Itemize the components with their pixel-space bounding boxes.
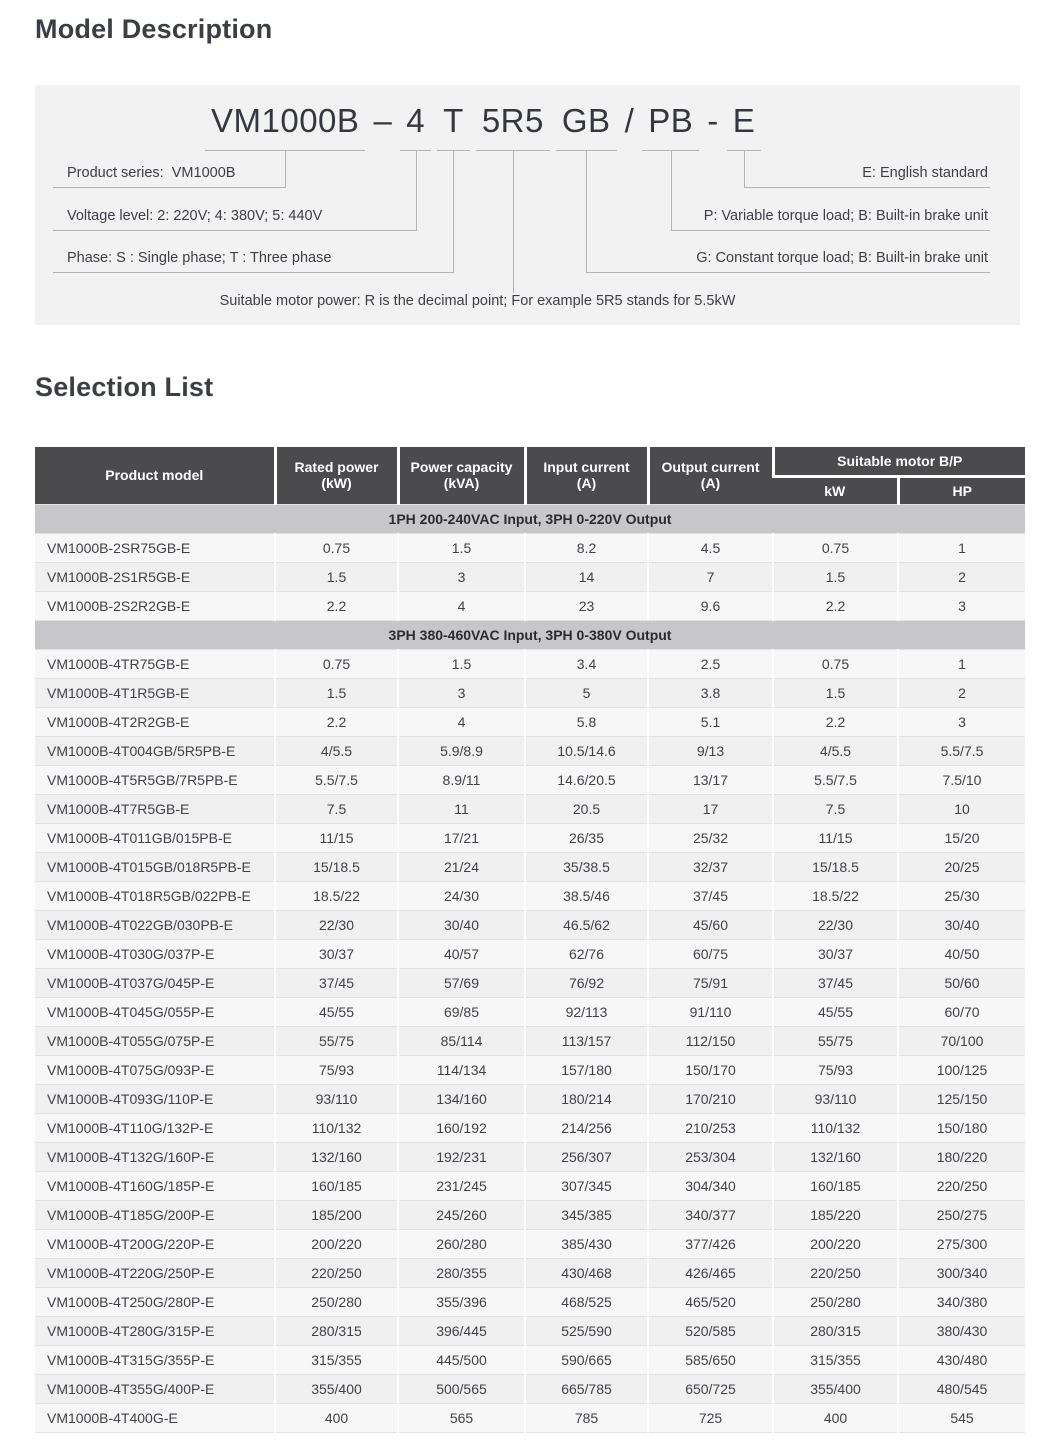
model-diagram	[35, 85, 1020, 325]
table-row	[35, 707, 1025, 736]
cell-value: 253/304	[648, 1142, 773, 1171]
cell-value: 1.5	[398, 533, 525, 562]
cell-value: 590/665	[525, 1345, 648, 1374]
cell-value: 4/5.5	[275, 736, 398, 765]
cell-value: 1.5	[275, 678, 398, 707]
cell-product-model: VM1000B-4T250G/280P-E	[35, 1287, 275, 1316]
table-row	[35, 765, 1025, 794]
cell-value: 93/110	[275, 1084, 398, 1113]
cell-value: 200/220	[275, 1229, 398, 1258]
cell-value: 37/45	[275, 968, 398, 997]
section-band-label: 1PH 200-240VAC Input, 3PH 0-220V Output	[35, 504, 1025, 533]
cell-value: 2.2	[773, 591, 898, 620]
cell-product-model: VM1000B-4T004GB/5R5PB-E	[35, 736, 275, 765]
cell-value: 110/132	[275, 1113, 398, 1142]
cell-value: 20/25	[898, 852, 1025, 881]
cell-product-model: VM1000B-4T185G/200P-E	[35, 1200, 275, 1229]
cell-value: 220/250	[898, 1171, 1025, 1200]
cell-value: 2.5	[648, 649, 773, 678]
cell-product-model: VM1000B-4T400G-E	[35, 1403, 275, 1432]
code-separator: -	[707, 102, 719, 139]
cell-value: 45/55	[773, 997, 898, 1026]
cell-value: 1.5	[773, 562, 898, 591]
cell-value: 46.5/62	[525, 910, 648, 939]
label-product-series: Product series: VM1000B	[53, 160, 285, 188]
label-constant-torque: G: Constant torque load; B: Built-in brake unit	[587, 245, 990, 273]
cell-value: 500/565	[398, 1374, 525, 1403]
cell-value: 60/75	[648, 939, 773, 968]
table-row	[35, 1403, 1025, 1432]
table-row	[35, 997, 1025, 1026]
cell-value: 91/110	[648, 997, 773, 1026]
cell-value: 430/480	[898, 1345, 1025, 1374]
cell-value: 23	[525, 591, 648, 620]
cell-value: 93/110	[773, 1084, 898, 1113]
cell-value: 170/210	[648, 1084, 773, 1113]
page-title-model-description: Model Description	[35, 14, 273, 44]
cell-value: 75/93	[275, 1055, 398, 1084]
cell-value: 400	[275, 1403, 398, 1432]
table-row	[35, 968, 1025, 997]
table-row	[35, 1084, 1025, 1113]
cell-value: 15/18.5	[773, 852, 898, 881]
label-variable-torque: P: Variable torque load; B: Built-in brake unit	[671, 203, 990, 231]
cell-value: 3	[898, 591, 1025, 620]
code-segment-phase: T	[437, 101, 470, 151]
selection-table-wrap	[35, 447, 1025, 1433]
cell-value: 180/220	[898, 1142, 1025, 1171]
table-row	[35, 1171, 1025, 1200]
cell-value: 280/315	[275, 1316, 398, 1345]
cell-value: 231/245	[398, 1171, 525, 1200]
cell-value: 160/185	[275, 1171, 398, 1200]
code-segment-p: PB	[642, 101, 699, 151]
page-title-selection-list: Selection List	[35, 372, 214, 402]
cell-value: 525/590	[525, 1316, 648, 1345]
cell-value: 1.5	[398, 649, 525, 678]
cell-value: 10.5/14.6	[525, 736, 648, 765]
cell-value: 5.9/8.9	[398, 736, 525, 765]
cell-value: 4.5	[648, 533, 773, 562]
cell-value: 380/430	[898, 1316, 1025, 1345]
cell-product-model: VM1000B-4T045G/055P-E	[35, 997, 275, 1026]
cell-product-model: VM1000B-4T022GB/030PB-E	[35, 910, 275, 939]
label-english-standard: E: English standard	[745, 160, 990, 188]
cell-product-model: VM1000B-4T355G/400P-E	[35, 1374, 275, 1403]
cell-value: 30/37	[773, 939, 898, 968]
col-header-suitable-motor: Suitable motor B/P	[773, 447, 1025, 476]
cell-value: 7.5	[773, 794, 898, 823]
cell-value: 7	[648, 562, 773, 591]
cell-value: 85/114	[398, 1026, 525, 1055]
cell-value: 3.8	[648, 678, 773, 707]
table-row	[35, 1287, 1025, 1316]
cell-value: 250/275	[898, 1200, 1025, 1229]
section-band	[35, 620, 1025, 649]
cell-value: 520/585	[648, 1316, 773, 1345]
cell-product-model: VM1000B-4T220G/250P-E	[35, 1258, 275, 1287]
cell-value: 4/5.5	[773, 736, 898, 765]
code-segment-e: E	[727, 101, 762, 151]
cell-value: 0.75	[773, 649, 898, 678]
cell-value: 4	[398, 707, 525, 736]
cell-value: 50/60	[898, 968, 1025, 997]
cell-value: 38.5/46	[525, 881, 648, 910]
code-segment-power: 5R5	[476, 101, 550, 151]
cell-value: 15/18.5	[275, 852, 398, 881]
cell-value: 585/650	[648, 1345, 773, 1374]
table-row	[35, 1142, 1025, 1171]
cell-value: 250/280	[773, 1287, 898, 1316]
cell-value: 5.5/7.5	[275, 765, 398, 794]
cell-value: 8.9/11	[398, 765, 525, 794]
table-row	[35, 1229, 1025, 1258]
table-row	[35, 910, 1025, 939]
table-row	[35, 1200, 1025, 1229]
cell-value: 60/70	[898, 997, 1025, 1026]
cell-product-model: VM1000B-4T030G/037P-E	[35, 939, 275, 968]
cell-value: 32/37	[648, 852, 773, 881]
cell-value: 160/192	[398, 1113, 525, 1142]
cell-value: 2.2	[275, 591, 398, 620]
cell-value: 13/17	[648, 765, 773, 794]
table-row	[35, 1258, 1025, 1287]
cell-value: 445/500	[398, 1345, 525, 1374]
cell-value: 200/220	[773, 1229, 898, 1258]
cell-value: 0.75	[275, 533, 398, 562]
cell-value: 11/15	[275, 823, 398, 852]
cell-product-model: VM1000B-4T093G/110P-E	[35, 1084, 275, 1113]
cell-value: 2	[898, 678, 1025, 707]
table-row	[35, 1055, 1025, 1084]
cell-value: 11	[398, 794, 525, 823]
cell-value: 114/134	[398, 1055, 525, 1084]
cell-value: 45/55	[275, 997, 398, 1026]
cell-value: 113/157	[525, 1026, 648, 1055]
cell-value: 275/300	[898, 1229, 1025, 1258]
col-header-motor-hp: HP	[898, 476, 1025, 504]
table-row	[35, 881, 1025, 910]
cell-product-model: VM1000B-4T110G/132P-E	[35, 1113, 275, 1142]
cell-product-model: VM1000B-4T5R5GB/7R5PB-E	[35, 765, 275, 794]
cell-value: 132/160	[773, 1142, 898, 1171]
cell-value: 426/465	[648, 1258, 773, 1287]
cell-product-model: VM1000B-4T018R5GB/022PB-E	[35, 881, 275, 910]
cell-value: 3.4	[525, 649, 648, 678]
cell-value: 22/30	[275, 910, 398, 939]
cell-product-model: VM1000B-4T2R2GB-E	[35, 707, 275, 736]
cell-product-model: VM1000B-2S1R5GB-E	[35, 562, 275, 591]
cell-value: 5.5/7.5	[773, 765, 898, 794]
cell-value: 30/37	[275, 939, 398, 968]
cell-value: 650/725	[648, 1374, 773, 1403]
col-header-motor-kw: kW	[773, 476, 898, 504]
cell-value: 132/160	[275, 1142, 398, 1171]
cell-value: 26/35	[525, 823, 648, 852]
cell-value: 280/355	[398, 1258, 525, 1287]
cell-value: 385/430	[525, 1229, 648, 1258]
cell-product-model: VM1000B-4T7R5GB-E	[35, 794, 275, 823]
cell-value: 377/426	[648, 1229, 773, 1258]
cell-value: 192/231	[398, 1142, 525, 1171]
table-row	[35, 939, 1025, 968]
cell-value: 21/24	[398, 852, 525, 881]
cell-value: 75/93	[773, 1055, 898, 1084]
cell-value: 185/220	[773, 1200, 898, 1229]
cell-value: 40/50	[898, 939, 1025, 968]
table-row	[35, 1026, 1025, 1055]
cell-value: 785	[525, 1403, 648, 1432]
cell-value: 0.75	[773, 533, 898, 562]
cell-value: 245/260	[398, 1200, 525, 1229]
cell-value: 25/30	[898, 881, 1025, 910]
code-segment-series: VM1000B	[205, 101, 365, 151]
cell-product-model: VM1000B-4T075G/093P-E	[35, 1055, 275, 1084]
cell-value: 17/21	[398, 823, 525, 852]
table-row	[35, 1374, 1025, 1403]
table-row	[35, 533, 1025, 562]
cell-value: 160/185	[773, 1171, 898, 1200]
cell-product-model: VM1000B-4T037G/045P-E	[35, 968, 275, 997]
section-band-label: 3PH 380-460VAC Input, 3PH 0-380V Output	[35, 620, 1025, 649]
cell-value: 355/396	[398, 1287, 525, 1316]
table-row	[35, 1345, 1025, 1374]
col-header-power-capacity: Power capacity (kVA)	[398, 447, 525, 504]
cell-product-model: VM1000B-4T055G/075P-E	[35, 1026, 275, 1055]
cell-value: 220/250	[275, 1258, 398, 1287]
table-row	[35, 562, 1025, 591]
table-row	[35, 794, 1025, 823]
cell-value: 0.75	[275, 649, 398, 678]
cell-value: 150/180	[898, 1113, 1025, 1142]
cell-value: 9.6	[648, 591, 773, 620]
cell-value: 55/75	[275, 1026, 398, 1055]
table-row	[35, 591, 1025, 620]
cell-value: 7.5/10	[898, 765, 1025, 794]
cell-value: 69/85	[398, 997, 525, 1026]
cell-product-model: VM1000B-4T1R5GB-E	[35, 678, 275, 707]
cell-value: 3	[398, 562, 525, 591]
cell-value: 2.2	[275, 707, 398, 736]
code-separator: /	[624, 102, 635, 139]
cell-value: 340/380	[898, 1287, 1025, 1316]
cell-value: 430/468	[525, 1258, 648, 1287]
cell-value: 345/385	[525, 1200, 648, 1229]
cell-value: 260/280	[398, 1229, 525, 1258]
cell-value: 110/132	[773, 1113, 898, 1142]
cell-value: 4	[398, 591, 525, 620]
cell-value: 22/30	[773, 910, 898, 939]
cell-product-model: VM1000B-4TR75GB-E	[35, 649, 275, 678]
cell-value: 256/307	[525, 1142, 648, 1171]
col-header-product-model: Product model	[35, 447, 275, 504]
cell-value: 92/113	[525, 997, 648, 1026]
cell-value: 1.5	[773, 678, 898, 707]
model-code	[205, 101, 761, 151]
cell-value: 7.5	[275, 794, 398, 823]
cell-product-model: VM1000B-4T160G/185P-E	[35, 1171, 275, 1200]
cell-value: 18.5/22	[773, 881, 898, 910]
cell-value: 1.5	[275, 562, 398, 591]
cell-value: 18.5/22	[275, 881, 398, 910]
cell-value: 355/400	[275, 1374, 398, 1403]
cell-value: 2	[898, 562, 1025, 591]
table-row	[35, 1113, 1025, 1142]
cell-value: 25/32	[648, 823, 773, 852]
cell-value: 17	[648, 794, 773, 823]
cell-value: 250/280	[275, 1287, 398, 1316]
cell-product-model: VM1000B-4T011GB/015PB-E	[35, 823, 275, 852]
cell-value: 5	[525, 678, 648, 707]
cell-value: 210/253	[648, 1113, 773, 1142]
cell-value: 157/180	[525, 1055, 648, 1084]
cell-value: 14.6/20.5	[525, 765, 648, 794]
cell-value: 100/125	[898, 1055, 1025, 1084]
cell-value: 14	[525, 562, 648, 591]
col-header-rated-power: Rated power (kW)	[275, 447, 398, 504]
cell-value: 70/100	[898, 1026, 1025, 1055]
table-row	[35, 852, 1025, 881]
code-segment-voltage: 4	[400, 101, 431, 151]
cell-product-model: VM1000B-4T200G/220P-E	[35, 1229, 275, 1258]
cell-value: 37/45	[773, 968, 898, 997]
cell-value: 185/200	[275, 1200, 398, 1229]
cell-value: 220/250	[773, 1258, 898, 1287]
cell-value: 35/38.5	[525, 852, 648, 881]
code-separator: –	[373, 102, 393, 139]
cell-value: 40/57	[398, 939, 525, 968]
cell-value: 150/170	[648, 1055, 773, 1084]
cell-value: 3	[898, 707, 1025, 736]
cell-value: 20.5	[525, 794, 648, 823]
col-header-input-current: Input current (A)	[525, 447, 648, 504]
section-band	[35, 504, 1025, 533]
cell-product-model: VM1000B-4T132G/160P-E	[35, 1142, 275, 1171]
table-row	[35, 823, 1025, 852]
cell-value: 3	[398, 678, 525, 707]
label-phase: Phase: S : Single phase; T : Three phase	[53, 245, 454, 273]
cell-value: 45/60	[648, 910, 773, 939]
cell-value: 24/30	[398, 881, 525, 910]
cell-value: 300/340	[898, 1258, 1025, 1287]
cell-product-model: VM1000B-4T280G/315P-E	[35, 1316, 275, 1345]
cell-value: 1	[898, 649, 1025, 678]
cell-value: 76/92	[525, 968, 648, 997]
table-row	[35, 649, 1025, 678]
cell-value: 1	[898, 533, 1025, 562]
cell-product-model: VM1000B-4T315G/355P-E	[35, 1345, 275, 1374]
cell-value: 5.1	[648, 707, 773, 736]
cell-value: 465/520	[648, 1287, 773, 1316]
cell-value: 15/20	[898, 823, 1025, 852]
cell-value: 112/150	[648, 1026, 773, 1055]
cell-value: 315/355	[773, 1345, 898, 1374]
cell-value: 545	[898, 1403, 1025, 1432]
cell-value: 125/150	[898, 1084, 1025, 1113]
cell-value: 62/76	[525, 939, 648, 968]
label-motor-power-note: Suitable motor power: R is the decimal point; For example 5R5 stands for 5.5kW	[219, 293, 736, 309]
selection-table	[35, 447, 1025, 1433]
cell-value: 214/256	[525, 1113, 648, 1142]
cell-value: 180/214	[525, 1084, 648, 1113]
cell-value: 340/377	[648, 1200, 773, 1229]
cell-value: 30/40	[898, 910, 1025, 939]
cell-value: 400	[773, 1403, 898, 1432]
cell-value: 9/13	[648, 736, 773, 765]
cell-value: 355/400	[773, 1374, 898, 1403]
cell-value: 57/69	[398, 968, 525, 997]
cell-value: 315/355	[275, 1345, 398, 1374]
cell-value: 55/75	[773, 1026, 898, 1055]
cell-value: 307/345	[525, 1171, 648, 1200]
code-segment-g: GB	[556, 101, 617, 151]
label-voltage-level: Voltage level: 2: 220V; 4: 380V; 5: 440V	[53, 203, 416, 231]
cell-product-model: VM1000B-2SR75GB-E	[35, 533, 275, 562]
table-row	[35, 736, 1025, 765]
cell-value: 2.2	[773, 707, 898, 736]
table-row	[35, 678, 1025, 707]
cell-value: 725	[648, 1403, 773, 1432]
cell-value: 75/91	[648, 968, 773, 997]
cell-value: 280/315	[773, 1316, 898, 1345]
col-header-output-current: Output current (A)	[648, 447, 773, 504]
cell-value: 11/15	[773, 823, 898, 852]
cell-product-model: VM1000B-2S2R2GB-E	[35, 591, 275, 620]
cell-product-model: VM1000B-4T015GB/018R5PB-E	[35, 852, 275, 881]
cell-value: 304/340	[648, 1171, 773, 1200]
cell-value: 8.2	[525, 533, 648, 562]
cell-value: 665/785	[525, 1374, 648, 1403]
cell-value: 468/525	[525, 1287, 648, 1316]
cell-value: 565	[398, 1403, 525, 1432]
cell-value: 134/160	[398, 1084, 525, 1113]
cell-value: 10	[898, 794, 1025, 823]
cell-value: 37/45	[648, 881, 773, 910]
cell-value: 396/445	[398, 1316, 525, 1345]
table-row	[35, 1316, 1025, 1345]
cell-value: 5.8	[525, 707, 648, 736]
cell-value: 480/545	[898, 1374, 1025, 1403]
cell-value: 5.5/7.5	[898, 736, 1025, 765]
cell-value: 30/40	[398, 910, 525, 939]
